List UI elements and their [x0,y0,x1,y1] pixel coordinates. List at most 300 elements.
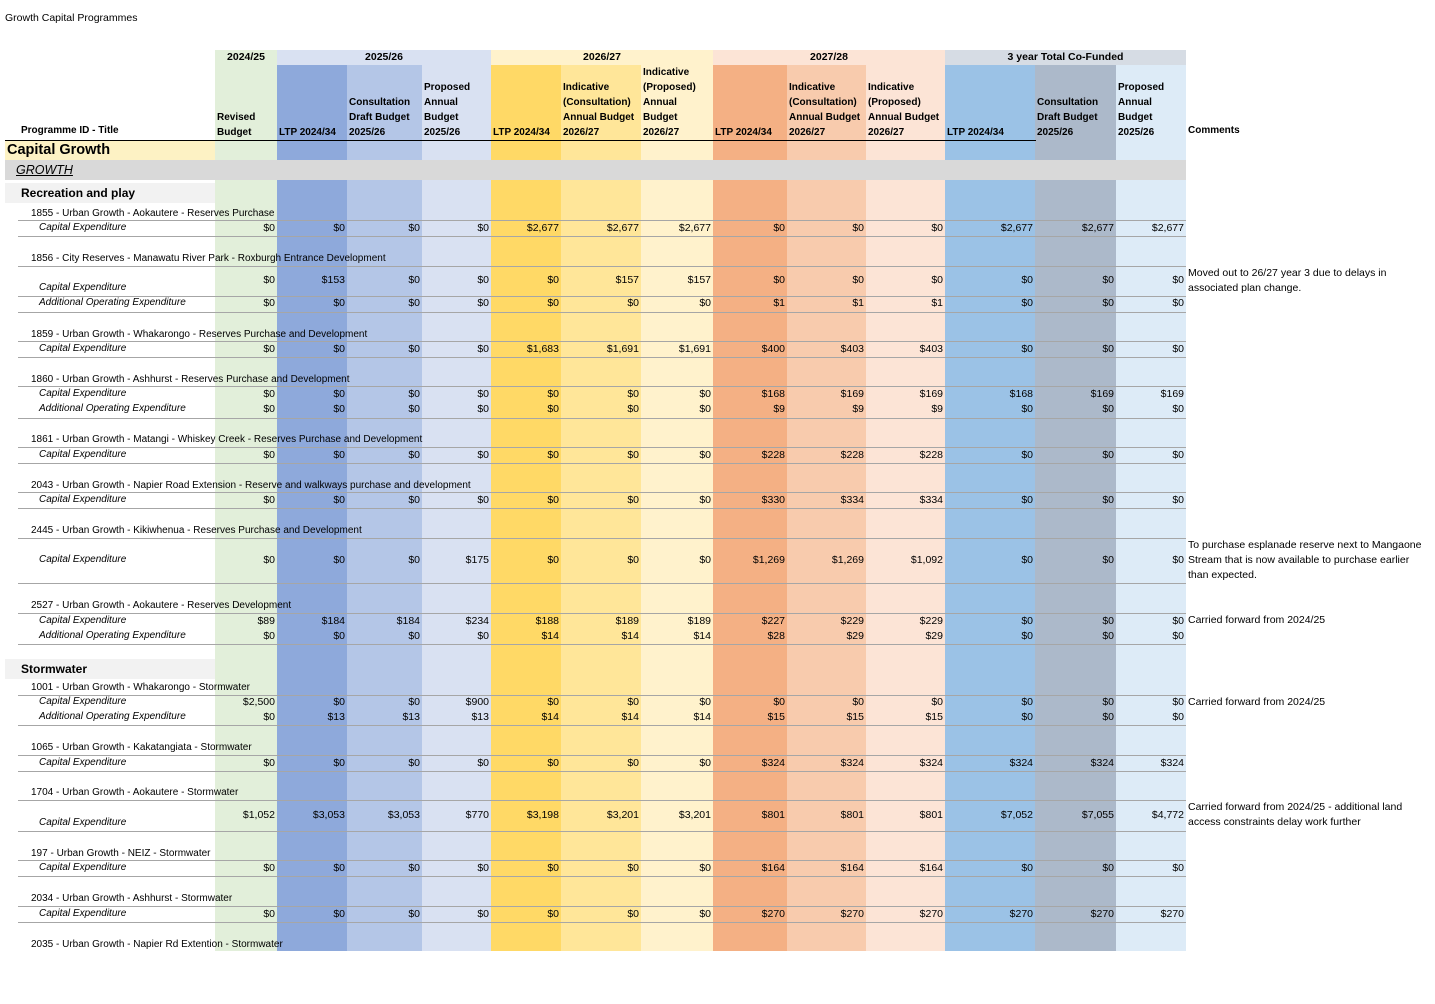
row-rule [18,341,1186,342]
value-cell: $164 [919,862,943,874]
column-header: LTP 2024/34 [493,127,550,138]
value-cell: $3,053 [387,809,420,821]
value-cell: $0 [699,388,711,400]
row-rule [18,357,1186,358]
value-cell: $0 [1021,862,1033,874]
value-cell: $0 [1021,696,1033,708]
line-label: Capital Expenditure [39,343,127,354]
value-cell: $0 [477,297,489,309]
value-cell: $0 [263,711,275,723]
value-cell: $0 [931,222,943,234]
value-cell: $227 [761,615,785,627]
value-cell: $1,269 [831,554,864,566]
row-rule [18,386,1186,387]
line-label: Capital Expenditure [39,388,127,399]
value-cell: $0 [263,554,275,566]
column-header: Proposed Annual Budget 2025/26 [424,82,471,138]
line-label: Capital Expenditure [39,817,127,828]
line-label: Capital Expenditure [39,908,127,919]
value-cell: $0 [1102,862,1114,874]
value-cell: $0 [263,630,275,642]
value-cell: $229 [919,615,943,627]
row-rule [18,492,1186,493]
value-cell: $168 [1009,388,1033,400]
value-cell: $270 [761,908,785,920]
programme-title: 1704 - Urban Growth - Aokautere - Stormwater [31,787,239,798]
value-cell: $169 [1090,388,1114,400]
programme-title: 2527 - Urban Growth - Aokautere - Reserves Development [31,600,292,611]
line-label: Additional Operating Expenditure [39,630,186,641]
group-title: GROWTH [5,160,1186,180]
value-cell: $0 [333,862,345,874]
value-cell: $28 [767,630,785,642]
value-cell: $0 [263,908,275,920]
value-cell: $0 [547,297,559,309]
row-rule [18,463,1186,464]
value-cell: $0 [263,274,275,286]
section-title: Capital Growth [5,141,215,160]
value-cell: $0 [773,222,785,234]
value-cell: $403 [919,343,943,355]
value-cell: $2,677 [1000,222,1033,234]
value-cell: $270 [840,908,864,920]
value-cell: $0 [477,388,489,400]
value-cell: $14 [541,711,559,723]
value-cell: $3,198 [526,809,559,821]
value-cell: $0 [333,449,345,461]
value-cell: $0 [408,757,420,769]
line-label: Additional Operating Expenditure [39,711,186,722]
value-cell: $0 [1102,274,1114,286]
value-cell: $0 [333,494,345,506]
value-cell: $15 [925,711,943,723]
value-cell: $0 [477,449,489,461]
row-rule [18,860,1186,861]
value-cell: $175 [465,554,489,566]
value-cell: $4,772 [1151,809,1184,821]
value-cell: $2,677 [526,222,559,234]
value-cell: $0 [1021,449,1033,461]
column-header: LTP 2024/34 [947,127,1004,138]
line-label: Additional Operating Expenditure [39,403,186,414]
value-cell: $0 [333,403,345,415]
value-cell: $0 [408,554,420,566]
value-cell: $0 [547,274,559,286]
value-cell: $15 [846,711,864,723]
row-rule [18,236,1186,237]
line-label: Additional Operating Expenditure [39,297,186,308]
value-cell: $0 [627,696,639,708]
value-cell: $0 [333,757,345,769]
category-recreation: Recreation and play [5,183,215,203]
value-cell: $324 [1160,757,1184,769]
line-label: Capital Expenditure [39,615,127,626]
value-cell: $0 [547,494,559,506]
value-cell: $0 [1021,343,1033,355]
row-comment: Moved out to 26/27 year 3 due to delays in associated plan change. [1188,267,1387,294]
value-cell: $0 [263,757,275,769]
value-cell: $801 [919,809,943,821]
column-header: Consultation Draft Budget 2025/26 [349,97,411,138]
value-cell: $0 [408,274,420,286]
row-rule [18,266,1186,267]
column-header: Consultation Draft Budget 2025/26 [1037,97,1099,138]
row-rule [18,447,1186,448]
value-cell: $0 [1102,630,1114,642]
row-rule [18,800,1186,801]
value-cell: $0 [547,862,559,874]
value-cell: $0 [699,403,711,415]
value-cell: $0 [1172,274,1184,286]
value-cell: $0 [1021,297,1033,309]
line-label: Capital Expenditure [39,222,127,233]
value-cell: $14 [541,630,559,642]
value-cell: $0 [627,449,639,461]
programme-title: 2445 - Urban Growth - Kikiwhenua - Reserves Purchase and Development [31,525,362,536]
value-cell: $0 [1172,494,1184,506]
value-cell: $14 [621,711,639,723]
value-cell: $1,092 [910,554,943,566]
year-band-header: 3 year Total Co-Funded [945,50,1186,65]
row-rule [18,876,1186,877]
value-cell: $0 [263,403,275,415]
row-rule [18,906,1186,907]
row-rule [18,613,1186,614]
value-cell: $189 [615,615,639,627]
value-cell: $270 [1009,908,1033,920]
line-label: Capital Expenditure [39,494,127,505]
row-rule [18,418,1186,419]
value-cell: $228 [919,449,943,461]
line-label: Capital Expenditure [39,696,127,707]
value-cell: $0 [547,757,559,769]
value-cell: $324 [761,757,785,769]
value-cell: $0 [477,862,489,874]
value-cell: $0 [477,908,489,920]
value-cell: $184 [321,615,345,627]
column-header: Indicative (Consultation) Annual Budget 2026/27 [789,82,861,138]
value-cell: $0 [333,388,345,400]
value-cell: $0 [699,494,711,506]
value-cell: $9 [931,403,943,415]
value-cell: $270 [1090,908,1114,920]
value-cell: $0 [931,274,943,286]
value-cell: $0 [1102,449,1114,461]
value-cell: $168 [761,388,785,400]
programme-title: 2043 - Urban Growth - Napier Road Extension - Reserve and walkways purchase and development [31,480,471,491]
value-cell: $29 [846,630,864,642]
value-cell: $0 [263,449,275,461]
value-cell: $0 [1172,862,1184,874]
value-cell: $0 [627,862,639,874]
value-cell: $2,677 [1081,222,1114,234]
value-cell: $0 [773,696,785,708]
value-cell: $0 [333,696,345,708]
value-cell: $0 [1021,494,1033,506]
value-cell: $0 [547,403,559,415]
line-label: Capital Expenditure [39,862,127,873]
value-cell: $0 [408,494,420,506]
row-rule [18,755,1186,756]
value-cell: $0 [477,343,489,355]
value-cell: $0 [333,222,345,234]
value-cell: $0 [477,403,489,415]
value-cell: $0 [1172,696,1184,708]
value-cell: $2,500 [242,696,275,708]
value-cell: $801 [761,809,785,821]
value-cell: $229 [840,615,864,627]
programme-title: 1065 - Urban Growth - Kakatangiata - Stormwater [31,742,252,753]
value-cell: $1 [852,297,864,309]
value-cell: $270 [1160,908,1184,920]
programme-title: 1855 - Urban Growth - Aokautere - Reserves Purchase [31,208,275,219]
value-cell: $0 [627,297,639,309]
value-cell: $0 [408,862,420,874]
value-cell: $0 [408,630,420,642]
value-cell: $0 [333,297,345,309]
value-cell: $0 [408,343,420,355]
value-cell: $0 [699,757,711,769]
value-cell: $0 [408,696,420,708]
value-cell: $2,677 [1151,222,1184,234]
row-rule [18,508,1186,509]
value-cell: $0 [477,274,489,286]
value-cell: $0 [333,908,345,920]
column-header: Indicative (Proposed) Annual Budget 2026/27 [643,67,696,138]
value-cell: $0 [627,403,639,415]
value-cell: $324 [840,757,864,769]
value-cell: $801 [840,809,864,821]
value-cell: $0 [1102,696,1114,708]
value-cell: $0 [408,222,420,234]
value-cell: $157 [687,274,711,286]
row-rule [18,644,1186,645]
value-cell: $0 [1021,630,1033,642]
value-cell: $0 [1021,615,1033,627]
value-cell: $13 [402,711,420,723]
programme-title: 1860 - Urban Growth - Ashhurst - Reserves Purchase and Development [31,374,350,385]
value-cell: $334 [919,494,943,506]
value-cell: $0 [408,403,420,415]
line-label: Capital Expenditure [39,449,127,460]
value-cell: $153 [321,274,345,286]
programme-title: 197 - Urban Growth - NEIZ - Stormwater [31,848,211,859]
value-cell: $0 [263,862,275,874]
value-cell: $0 [1021,403,1033,415]
value-cell: $324 [919,757,943,769]
value-cell: $13 [471,711,489,723]
value-cell: $0 [931,696,943,708]
programme-title: 1856 - City Reserves - Manawatu River Park - Roxburgh Entrance Development [31,253,386,264]
value-cell: $0 [1102,494,1114,506]
year-band-header: 2026/27 [491,50,713,65]
row-comment: To purchase esplanade reserve next to Mangaone Stream that is now available to purchase earlier than expected. [1188,539,1422,581]
value-cell: $234 [465,615,489,627]
value-cell: $0 [852,274,864,286]
value-cell: $14 [693,630,711,642]
programme-title: 1001 - Urban Growth - Whakarongo - Stormwater [31,682,250,693]
value-cell: $15 [767,711,785,723]
value-cell: $0 [408,388,420,400]
value-cell: $3,201 [606,809,639,821]
value-cell: $169 [840,388,864,400]
column-header: Indicative (Proposed) Annual Budget 2026/27 [868,82,940,138]
value-cell: $1,269 [752,554,785,566]
value-cell: $0 [627,908,639,920]
row-rule [18,220,1186,221]
value-cell: $0 [1172,554,1184,566]
value-cell: $0 [773,274,785,286]
value-cell: $9 [852,403,864,415]
value-cell: $324 [1009,757,1033,769]
value-cell: $3,053 [312,809,345,821]
programme-title: 1859 - Urban Growth - Whakarongo - Reserves Purchase and Development [31,329,368,340]
value-cell: $1,052 [242,809,275,821]
value-cell: $0 [263,343,275,355]
value-cell: $169 [919,388,943,400]
value-cell: $0 [1021,274,1033,286]
value-cell: $228 [761,449,785,461]
value-cell: $770 [465,809,489,821]
row-rule [18,831,1186,832]
row-rule [18,583,1186,584]
row-rule [18,312,1186,313]
value-cell: $0 [699,862,711,874]
value-cell: $324 [1090,757,1114,769]
value-cell: $0 [547,388,559,400]
row-rule [18,725,1186,726]
value-cell: $1 [931,297,943,309]
value-cell: $2,677 [678,222,711,234]
value-cell: $0 [1172,449,1184,461]
column-header: Indicative (Consultation) Annual Budget 2026/27 [563,82,635,138]
year-band-header: 2027/28 [713,50,945,65]
value-cell: $0 [627,554,639,566]
value-cell: $14 [621,630,639,642]
value-cell: $0 [1102,711,1114,723]
value-cell: $0 [699,696,711,708]
value-cell: $0 [1021,711,1033,723]
value-cell: $0 [1102,615,1114,627]
value-cell: $169 [1160,388,1184,400]
value-cell: $0 [1102,343,1114,355]
value-cell: $0 [699,908,711,920]
value-cell: $164 [761,862,785,874]
value-cell: $157 [615,274,639,286]
line-label: Capital Expenditure [39,554,127,565]
value-cell: $0 [627,757,639,769]
value-cell: $0 [263,388,275,400]
value-cell: $0 [333,343,345,355]
row-rule [18,922,1186,923]
value-cell: $0 [852,696,864,708]
value-cell: $0 [699,449,711,461]
value-cell: $0 [1021,554,1033,566]
value-cell: $0 [627,494,639,506]
value-cell: $89 [257,615,275,627]
value-cell: $0 [408,449,420,461]
value-cell: $270 [919,908,943,920]
value-cell: $0 [1102,297,1114,309]
line-label: Capital Expenditure [39,757,127,768]
value-cell: $0 [477,630,489,642]
row-comment: Carried forward from 2024/25 [1188,614,1326,626]
value-cell: $0 [1172,615,1184,627]
value-cell: $13 [327,711,345,723]
year-band-header: 2024/25 [215,50,277,65]
value-cell: $14 [693,711,711,723]
value-cell: $334 [840,494,864,506]
value-cell: $0 [1172,630,1184,642]
value-cell: $0 [627,388,639,400]
value-cell: $0 [1172,403,1184,415]
document-title: Growth Capital Programmes [5,12,138,24]
column-header: LTP 2024/34 [715,127,772,138]
comments-column-header: Comments [1188,125,1240,136]
value-cell: $9 [773,403,785,415]
value-cell: $0 [547,908,559,920]
value-cell: $0 [263,222,275,234]
value-cell: $0 [477,757,489,769]
value-cell: $0 [1102,403,1114,415]
value-cell: $0 [1172,711,1184,723]
column-header: LTP 2024/34 [279,127,336,138]
value-cell: $0 [699,554,711,566]
value-cell: $0 [1172,297,1184,309]
value-cell: $0 [263,297,275,309]
value-cell: $1,691 [606,343,639,355]
value-cell: $0 [699,297,711,309]
column-header: Revised Budget [217,112,256,138]
category-stormwater: Stormwater [5,659,215,679]
value-cell: $184 [396,615,420,627]
value-cell: $188 [535,615,559,627]
row-comment: Carried forward from 2024/25 - additional land access constraints delay work further [1188,801,1403,828]
programme-column-header: Programme ID - Title [21,125,119,136]
value-cell: $164 [840,862,864,874]
value-cell: $0 [547,554,559,566]
value-cell: $0 [1172,343,1184,355]
programme-title: 2034 - Urban Growth - Ashhurst - Stormwater [31,893,233,904]
value-cell: $403 [840,343,864,355]
value-cell: $0 [477,222,489,234]
value-cell: $3,201 [678,809,711,821]
programme-title: 1861 - Urban Growth - Matangi - Whiskey Creek - Reserves Purchase and Development [31,434,423,445]
value-cell: $0 [333,630,345,642]
row-comment: Carried forward from 2024/25 [1188,696,1326,708]
value-cell: $330 [761,494,785,506]
value-cell: $29 [925,630,943,642]
value-cell: $228 [840,449,864,461]
value-cell: $7,055 [1081,809,1114,821]
programme-title: 2035 - Urban Growth - Napier Rd Extention - Stormwater [31,939,283,950]
value-cell: $0 [408,908,420,920]
column-header: Proposed Annual Budget 2025/26 [1118,82,1165,138]
value-cell: $0 [547,449,559,461]
year-band-header: 2025/26 [277,50,491,65]
value-cell: $189 [687,615,711,627]
value-cell: $0 [333,554,345,566]
value-cell: $400 [761,343,785,355]
value-cell: $7,052 [1000,809,1033,821]
value-cell: $2,677 [606,222,639,234]
value-cell: $0 [1102,554,1114,566]
row-rule [18,538,1186,539]
value-cell: $0 [477,494,489,506]
value-cell: $0 [547,696,559,708]
value-cell: $1,683 [526,343,559,355]
value-cell: $0 [408,297,420,309]
